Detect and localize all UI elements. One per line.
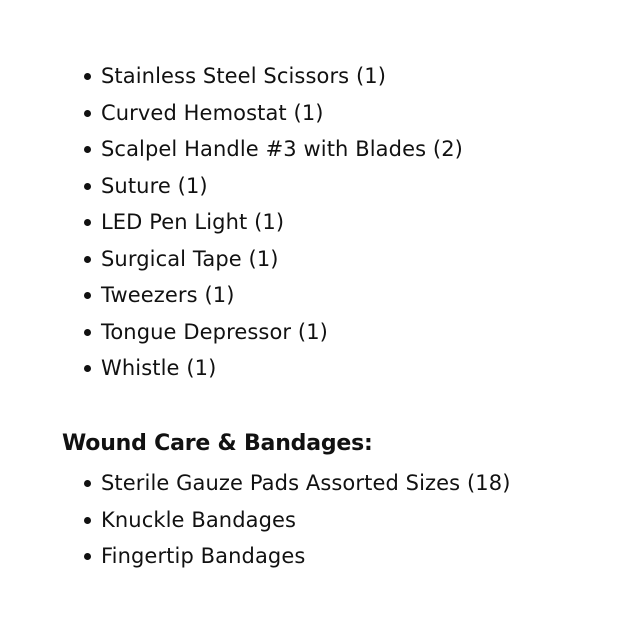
section-heading: Wound Care & Bandages: [62,431,373,456]
list-item [76,131,463,168]
list-item-text: Suture (1) [101,173,208,198]
list-item-text: Sterile Gauze Pads Assorted Sizes (18) [101,471,511,495]
list-item [76,502,511,539]
list-item [76,350,463,387]
list-item-text: Surgical Tape (1) [101,246,279,271]
list-item [76,465,511,502]
wound-care-list [76,465,511,575]
bullet-icon [84,256,91,263]
list-item-text: Tweezers (1) [101,283,235,307]
list-item-text: Knuckle Bandages [101,507,297,532]
bullet-icon [84,517,91,524]
list-item [76,538,511,575]
list-item [76,204,463,241]
bullet-icon [84,183,91,190]
tools-list [76,58,463,387]
bullet-icon [84,292,91,299]
bullet-icon [84,480,91,487]
list-item-text: Fingertip Bandages [101,544,306,568]
list-item-text: Curved Hemostat (1) [101,100,324,125]
list-item-text: LED Pen Light (1) [101,210,285,234]
list-item [76,241,463,278]
bullet-icon [84,146,91,153]
bullet-icon [84,329,91,336]
bullet-icon [84,219,91,226]
list-item [76,314,463,351]
list-item-text: Tongue Depressor (1) [101,319,328,344]
list-item-text: Scalpel Handle #3 with Blades (2) [101,137,463,161]
bullet-icon [84,73,91,80]
list-item [76,95,463,132]
list-item [76,277,463,314]
bullet-icon [84,365,91,372]
list-item [76,58,463,95]
bullet-icon [84,553,91,560]
bullet-icon [84,110,91,117]
list-item-text: Stainless Steel Scissors (1) [101,64,387,88]
list-item-text: Whistle (1) [101,356,217,380]
list-item [76,168,463,205]
